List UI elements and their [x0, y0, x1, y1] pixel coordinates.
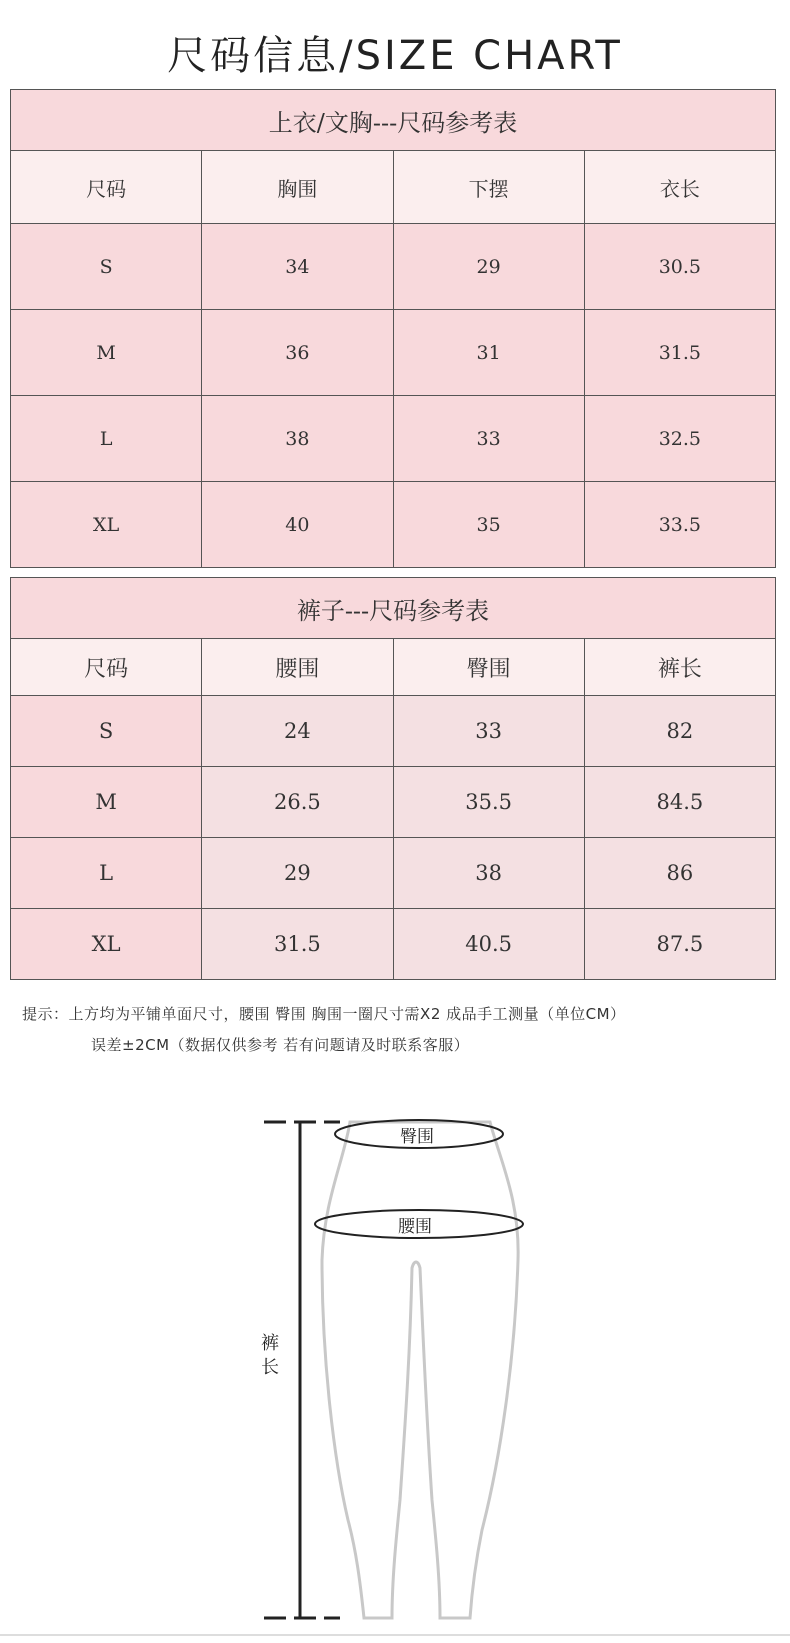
- table-row: [11, 224, 776, 310]
- table-cell: 84.5: [584, 767, 775, 838]
- tops-header-row: [11, 151, 776, 224]
- tops-header-length: 衣长: [584, 151, 775, 224]
- table-row: [11, 909, 776, 980]
- tops-table-caption: 上衣/文胸---尺码参考表: [11, 90, 776, 151]
- divider: [0, 1634, 790, 1636]
- pants-header-row: [11, 639, 776, 696]
- table-cell: 31.5: [584, 310, 775, 396]
- table-cell: 82: [584, 696, 775, 767]
- tops-size-table: [10, 89, 776, 568]
- table-cell: 26.5: [202, 767, 393, 838]
- leggings-outline-icon: [0, 1100, 790, 1640]
- table-cell: 35: [393, 482, 584, 568]
- table-cell: 33.5: [584, 482, 775, 568]
- table-cell: 24: [202, 696, 393, 767]
- table-cell: 32.5: [584, 396, 775, 482]
- pants-header-hip: 臀围: [393, 639, 584, 696]
- table-row: [11, 310, 776, 396]
- table-row: [11, 696, 776, 767]
- tops-header-size: 尺码: [11, 151, 202, 224]
- table-cell: 33: [393, 396, 584, 482]
- table-cell: 40: [202, 482, 393, 568]
- pants-header-waist: 腰围: [202, 639, 393, 696]
- table-cell: 36: [202, 310, 393, 396]
- pants-table-caption: 裤子---尺码参考表: [11, 578, 776, 639]
- table-cell: M: [11, 767, 202, 838]
- pants-size-table: [10, 577, 776, 980]
- table-cell: XL: [11, 909, 202, 980]
- pants-header-size: 尺码: [11, 639, 202, 696]
- table-cell: 86: [584, 838, 775, 909]
- table-cell: 29: [393, 224, 584, 310]
- waist-label: 腰围: [398, 1217, 432, 1237]
- tops-header-bust: 胸围: [202, 151, 393, 224]
- table-cell: 40.5: [393, 909, 584, 980]
- table-cell: 31.5: [202, 909, 393, 980]
- table-cell: 33: [393, 696, 584, 767]
- table-cell: L: [11, 396, 202, 482]
- tops-header-hem: 下摆: [393, 151, 584, 224]
- table-cell: S: [11, 696, 202, 767]
- hip-label: 臀围: [400, 1127, 434, 1147]
- tolerance-note: 误差±2CM（数据仅供参考 若有问题请及时联系客服）: [91, 1036, 470, 1054]
- table-cell: 34: [202, 224, 393, 310]
- table-cell: 31: [393, 310, 584, 396]
- pants-header-length: 裤长: [584, 639, 775, 696]
- table-cell: 38: [393, 838, 584, 909]
- table-row: [11, 838, 776, 909]
- table-row: [11, 767, 776, 838]
- length-label: 裤长: [261, 1333, 279, 1378]
- table-cell: L: [11, 838, 202, 909]
- table-cell: 29: [202, 838, 393, 909]
- table-cell: 35.5: [393, 767, 584, 838]
- table-cell: 38: [202, 396, 393, 482]
- table-row: [11, 482, 776, 568]
- table-cell: 87.5: [584, 909, 775, 980]
- table-cell: M: [11, 310, 202, 396]
- table-row: [11, 396, 776, 482]
- table-cell: 30.5: [584, 224, 775, 310]
- measurement-diagram: [0, 1100, 790, 1640]
- table-cell: S: [11, 224, 202, 310]
- table-cell: XL: [11, 482, 202, 568]
- page-title: 尺码信息/SIZE CHART: [167, 33, 623, 79]
- measurement-note: 提示：上方均为平铺单面尺寸，腰围 臀围 胸围一圈尺寸需X2 成品手工测量（单位CM）: [22, 1005, 626, 1023]
